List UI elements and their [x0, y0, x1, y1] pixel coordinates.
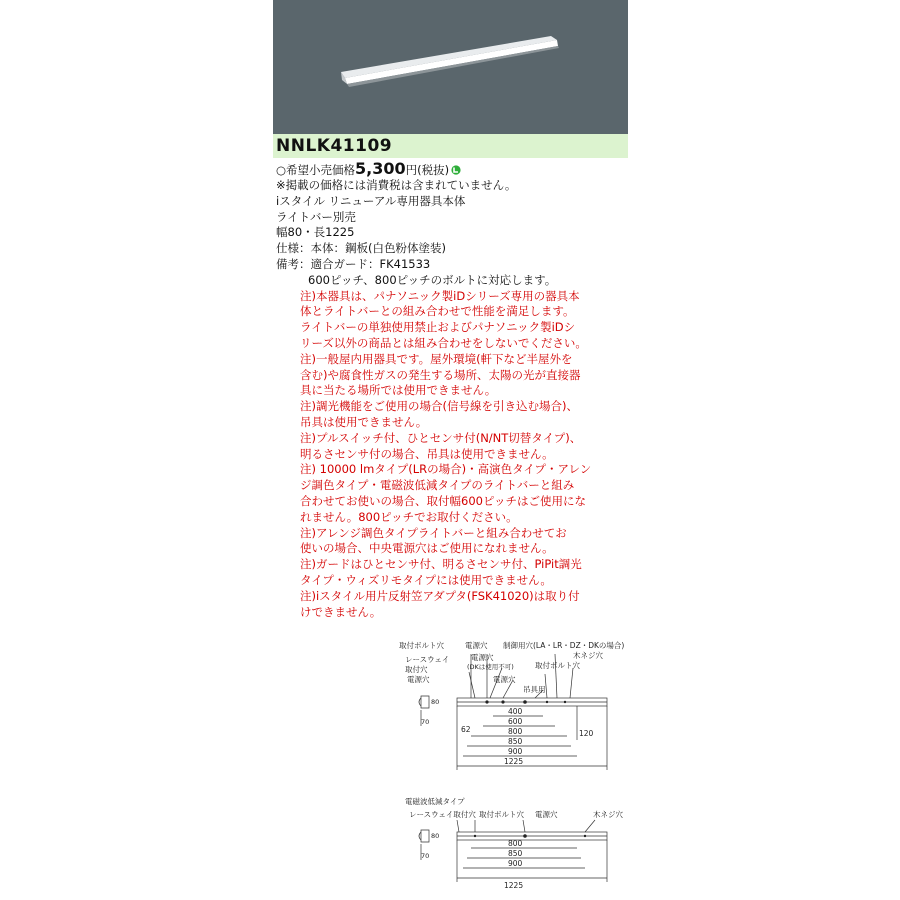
caution-notes: [276, 289, 636, 621]
note-line: タイプ・ウィズリモタイプには使用できません。: [300, 572, 552, 587]
dim-70: 70: [421, 718, 430, 726]
price-prefix: ○希望小売価格: [276, 163, 356, 177]
dim-850: 850: [508, 737, 523, 746]
dim-800: 800: [508, 727, 523, 736]
label-raceway-2: 取付穴: [405, 665, 428, 674]
dim-400: 400: [508, 707, 523, 716]
label-dengen-mid: 電源穴: [493, 675, 516, 684]
price-line: [276, 160, 636, 178]
label-toritsuke-bolt: 取付ボルト穴: [399, 641, 444, 650]
note-line: 注)iスタイル用片反射笠アダプタ(FSK41020)は取り付: [300, 588, 580, 603]
remarks-guard: 備考：適合ガード：FK41533: [276, 256, 431, 271]
dim-62: 62: [461, 725, 471, 734]
note-line: 具に当たる場所では使用できません。: [300, 383, 497, 398]
label-mokuneji: 木ネジ穴: [573, 651, 603, 660]
note-line: 使いの場合、中央電源穴はご使用になれません。: [300, 541, 554, 556]
note-line: 注)本器具は、パナソニック製iDシリーズ専用の器具本: [300, 288, 580, 303]
product-photo: [273, 0, 628, 134]
material-spec: 仕様：本体：鋼板(白色粉体塗装): [276, 241, 446, 256]
note-line: 吊具は使用できません。: [300, 414, 428, 429]
label-toritsuke-bolt-2: 取付ボルト穴: [535, 661, 580, 670]
tax-note: ※掲載の価格には消費税は含まれていません。: [276, 178, 517, 192]
note-line: れません。800ピッチでお取付ください。: [300, 509, 518, 524]
label-dengen-left: 電源穴: [407, 675, 430, 684]
note-line: ジ調色タイプ・電磁波低減タイプのライトバーと組み: [300, 478, 575, 493]
note-line: 体とライトバーとの組み合わせで性能を満足します。: [300, 304, 575, 319]
note-line: 注)調光機能をご使用の場合(信号線を引き込む場合)、: [300, 399, 578, 414]
eco-leaf-icon: [451, 165, 461, 175]
series-name: iスタイル リニューアル専用器具本体: [276, 193, 466, 208]
dim-800-d2: 800: [508, 839, 523, 848]
label-dk-note: (DKは使用不可): [467, 663, 514, 671]
label-seigyo: 制御用穴(LA・LR・DZ・DKの場合): [503, 641, 625, 650]
dim-1225: 1225: [504, 757, 524, 766]
price-suffix: 円(税抜): [405, 163, 450, 177]
label-dengen-d2: 電源穴: [535, 810, 558, 819]
size-spec: 幅80・長1225: [276, 225, 355, 240]
label-mokuneji-d2: 木ネジ穴: [593, 810, 623, 819]
label-toritsuke-bolt-d2: 取付ボルト穴: [479, 810, 524, 819]
dim-1225-d2: 1225: [504, 881, 524, 890]
dim-120: 120: [579, 729, 594, 738]
pitch-note: 600ピッチ、800ピッチのボルトに対応します。: [308, 272, 557, 287]
price-value: 5,300: [355, 159, 406, 178]
label-tsurigu: 吊具用: [523, 685, 546, 694]
note-line: 注)アレンジ調色タイプライトバーと組み合わせてお: [300, 525, 567, 540]
dim-600: 600: [508, 717, 523, 726]
note-line: 注) 10000 lmタイプ(LRの場合)・高演色タイプ・アレン: [300, 462, 592, 477]
dim-80-d2: 80: [431, 832, 440, 840]
dim-80: 80: [431, 698, 440, 706]
dim-900-d2: 900: [508, 859, 523, 868]
note-line: 注)一般屋内用器具です。屋外環境(軒下など半屋外を: [300, 351, 573, 366]
dim-850-d2: 850: [508, 849, 523, 858]
note-line: 注)ガードはひとセンサ付、明るさセンサ付、PiPit調光: [300, 557, 582, 572]
product-description: [276, 160, 636, 620]
note-line: リーズ以外の商品とは組み合わせをしないでください。: [300, 335, 587, 350]
note-line: ライトバーの単独使用禁止およびパナソニック製iDシ: [300, 320, 576, 335]
note-line: 注)プルスイッチ付、ひとセンサ付(N/NT切替タイプ)、: [300, 430, 582, 445]
label-dengen-dk: 電源穴: [471, 653, 494, 662]
label-raceway: レースウェイ: [405, 655, 450, 664]
model-number: NNLK41109: [276, 136, 393, 156]
note-line: 合わせてお使いの場合、取付幅600ピッチはご使用にな: [300, 493, 586, 508]
label-raceway-d2: レースウェイ取付穴: [409, 810, 476, 819]
note-line: 含む)や腐食性ガスの発生する場所、太陽の光が直接器: [300, 367, 581, 382]
note-line: 明るさセンサ付の場合、吊具は使用できません。: [300, 446, 554, 461]
note-line: けできません。: [300, 604, 382, 619]
lightbar-note: ライトバー別売: [276, 209, 356, 224]
dimension-drawing: [395, 640, 635, 895]
dim-900: 900: [508, 747, 523, 756]
label-dengen: 電源穴: [465, 641, 488, 650]
diagram2-title: 電磁波低減タイプ: [405, 797, 465, 806]
dim-70-d2: 70: [421, 852, 430, 860]
